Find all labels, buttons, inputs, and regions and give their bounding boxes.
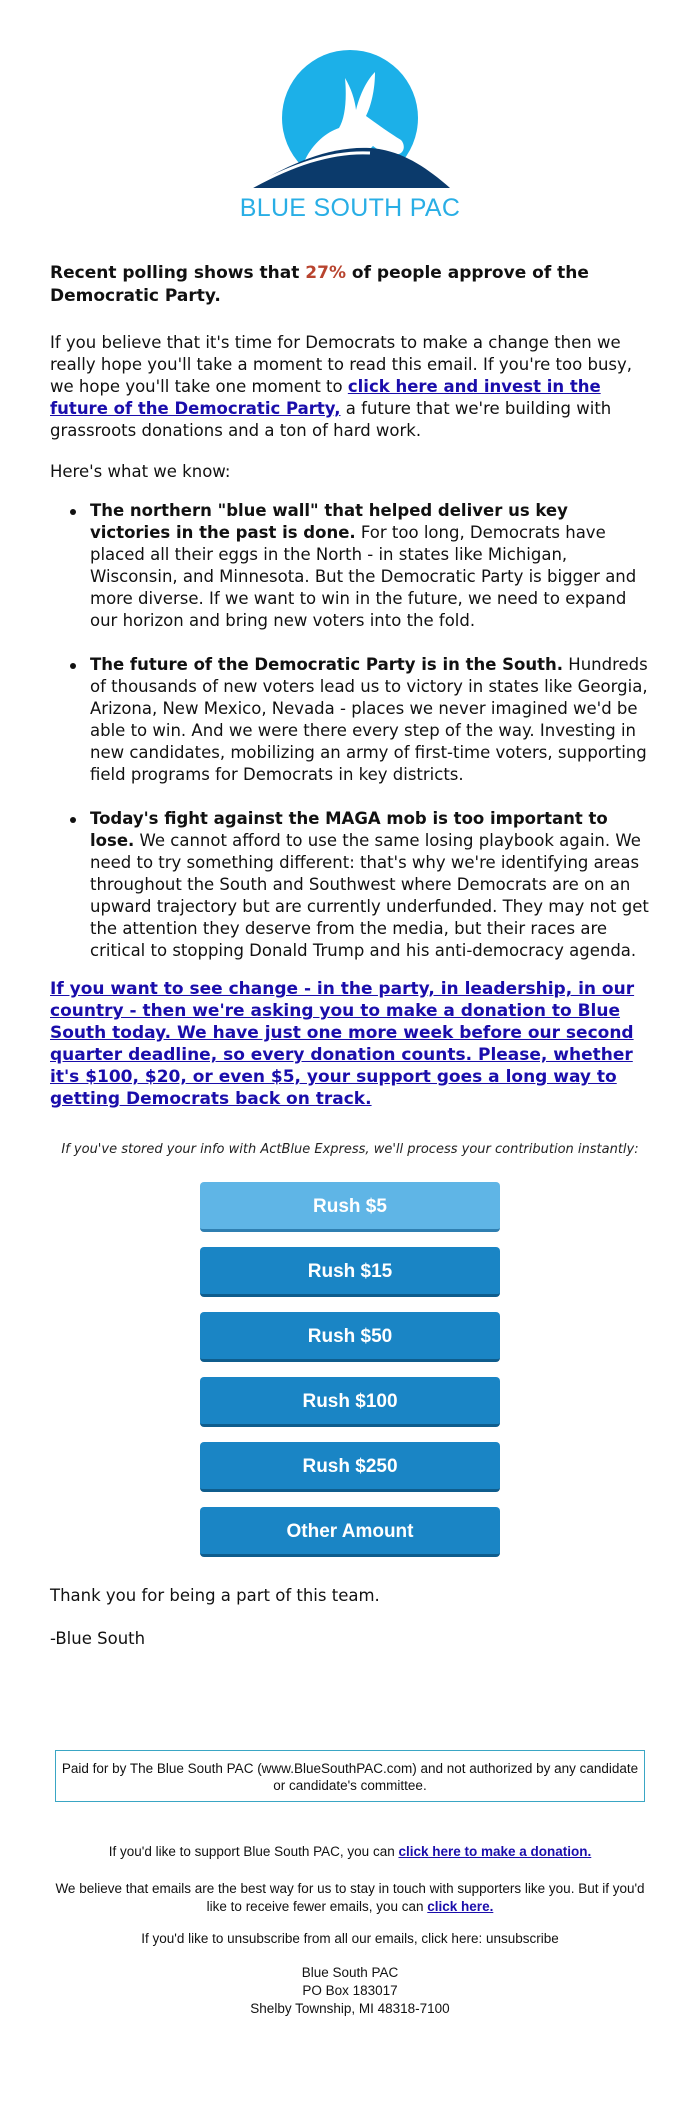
key-points-list [50, 500, 650, 984]
donation-buttons [200, 1182, 500, 1572]
donkey-logo-icon [235, 48, 465, 198]
list-item [50, 808, 650, 962]
bullet-bold: The northern "blue wall" that helped deliver us key victories in the past is done. [90, 501, 568, 542]
logo-text: BLUE SOUTH PAC [239, 194, 461, 222]
approval-percent: 27% [305, 263, 346, 283]
footer-fewer-emails [50, 1880, 650, 1916]
bullet-text: We cannot afford to use the same losing playbook again. We need to try something different: that's why we're identifying areas throughout the South and Southwest where Democrats are on an upward trajectory but are currently underfunded. They may not get the attention they deserve from the media, but their races are critical to stopping Donald Trump and his anti-democracy agenda. [90, 831, 649, 960]
headline [50, 262, 640, 308]
actblue-note: If you've stored your info with ActBlue Express, we'll process your contribution instantly: [61, 1142, 639, 1157]
bullet-text: For too long, Democrats have placed all their eggs in the North - in states like Michigan, Wisconsin, and Minnesota. But the Democratic Party is bigger and more diverse. If we want to win in the future, we need to expand our horizon and bring new voters into the fold. [90, 523, 637, 630]
intro-text-after: a future that we're building with grassroots donations and a ton of hard work. [50, 399, 612, 440]
bullet-icon [70, 817, 76, 823]
bullet-icon [70, 663, 76, 669]
rush-15-button[interactable]: Rush $15 [200, 1247, 500, 1297]
bullet-bold: The future of the Democratic Party is in the South. [90, 655, 564, 674]
signature: -Blue South [50, 1629, 146, 1648]
footer-support [50, 1843, 650, 1861]
list-item [50, 654, 650, 786]
donation-cta-link[interactable]: If you want to see change - in the party, in leadership, in our country - then we're asking you to make a donation to Blue South today. We have just one more week before our second quarter deadline, so every donation counts. Please, whether it's $100, $20, or even $5, your support goes a long way to getting Democrats back on track. [50, 979, 635, 1109]
headline-after: of people approve of the Democratic Party. [50, 263, 589, 306]
invest-link[interactable]: click here and invest in the future of the Democratic Party, [50, 377, 601, 418]
footer-support-text: If you'd like to support Blue South PAC, you can [108, 1844, 399, 1859]
paid-for-disclaimer: Paid for by The Blue South PAC (www.BlueSouthPAC.com) and not authorized by any candidate or candidate's committee. [55, 1750, 645, 1802]
address-line: Shelby Township, MI 48318-7100 [250, 2001, 450, 2016]
footer-address [50, 1964, 650, 2018]
intro-text-before: If you believe that it's time for Democrats to make a change then we really hope you'll take a moment to read this email. If you're too busy, we hope you'll take one moment to [50, 333, 633, 396]
bullet-bold: Today's fight against the MAGA mob is too important to lose. [90, 809, 608, 850]
rush-50-button[interactable]: Rush $50 [200, 1312, 500, 1362]
know-label: Here's what we know: [50, 462, 231, 481]
footer-fewer-emails-link[interactable]: click here. [427, 1899, 494, 1914]
address-line: PO Box 183017 [302, 1983, 398, 1998]
list-item [50, 500, 650, 632]
footer-unsubscribe[interactable]: If you'd like to unsubscribe from all our emails, click here: unsubscribe [141, 1931, 559, 1946]
rush-5-button[interactable]: Rush $5 [200, 1182, 500, 1232]
rush-100-button[interactable]: Rush $100 [200, 1377, 500, 1427]
footer-fewer-text: We believe that emails are the best way for us to stay in touch with supporters like you. But if you'd like to receive fewer emails, you can [55, 1881, 645, 1914]
bullet-text: Hundreds of thousands of new voters lead us to victory in states like Georgia, Arizona, New Mexico, Nevada - places we never imagined we'd be able to win. And we were there every step of the way. Investing in new candidates, mobilizing an army of first-time voters, supporting field programs for Democrats in key districts. [90, 655, 648, 784]
address-line: Blue South PAC [301, 1965, 399, 1980]
intro-paragraph [50, 332, 650, 442]
footer-donation-link[interactable]: click here to make a donation. [398, 1844, 592, 1859]
rush-250-button[interactable]: Rush $250 [200, 1442, 500, 1492]
bullet-icon [70, 509, 76, 515]
headline-before: Recent polling shows that [50, 263, 306, 283]
thank-you-text: Thank you for being a part of this team. [50, 1586, 380, 1605]
other-amount-button[interactable]: Other Amount [200, 1507, 500, 1557]
